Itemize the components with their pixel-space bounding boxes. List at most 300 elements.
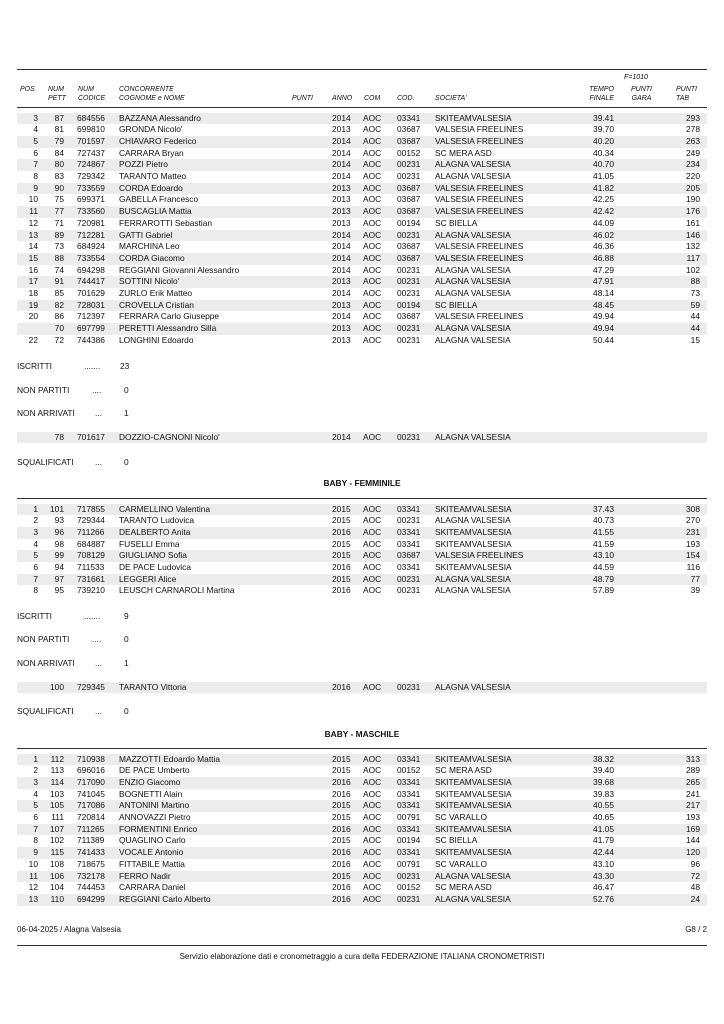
- committee: AOC: [363, 135, 382, 146]
- pos-cell: 2: [33, 515, 38, 526]
- athlete-name: ANNOVAZZI Pietro: [119, 812, 191, 822]
- club-name: VALSESIA FREELINES: [435, 194, 524, 205]
- bib-number: 87: [54, 112, 64, 123]
- birth-year: 2014: [332, 159, 351, 170]
- committee: AOC: [363, 334, 382, 345]
- table-points: 146: [686, 229, 700, 240]
- pos-cell: 3: [33, 112, 38, 123]
- club-name: ALAGNA VALSESIA: [435, 288, 511, 298]
- committee: AOC: [363, 753, 382, 764]
- club-name: SC MERA ASD: [435, 147, 492, 158]
- bib-number: 79: [54, 135, 64, 146]
- committee: AOC: [363, 893, 382, 904]
- table-row: [17, 504, 707, 516]
- club-name: VALSESIA FREELINES: [435, 252, 524, 263]
- birth-year: 2015: [332, 812, 351, 822]
- bib-number: 98: [54, 538, 64, 549]
- table-points: 48: [690, 882, 700, 893]
- club-code: 03341: [397, 776, 421, 787]
- athlete-name: REGGIANI Giovanni Alessandro: [119, 264, 240, 275]
- non-arrivati-count: 1: [124, 658, 129, 668]
- athlete-name: CARMELLINO Valentina: [119, 503, 211, 514]
- club-code: 00231: [397, 288, 421, 298]
- bib-number: 83: [54, 171, 64, 181]
- footer-rule: [17, 945, 707, 946]
- athlete-code: 684556: [77, 112, 105, 123]
- final-time: 39.40: [593, 765, 614, 776]
- athlete-name: GRONDA Nicolo': [119, 124, 183, 135]
- birth-year: 2015: [332, 573, 351, 584]
- pos-cell: 1: [33, 753, 38, 764]
- pos-cell: 2: [33, 765, 38, 776]
- committee: AOC: [363, 171, 382, 181]
- table-points: 73: [690, 288, 700, 298]
- committee: AOC: [363, 538, 382, 549]
- committee: AOC: [363, 788, 382, 799]
- table-points: 144: [686, 835, 700, 846]
- table-row: [17, 550, 707, 562]
- pos-cell: 11: [29, 870, 38, 881]
- club-code: 00231: [397, 585, 421, 596]
- final-time: 43.10: [593, 550, 614, 561]
- committee: AOC: [363, 276, 382, 287]
- club-name: ALAGNA VALSESIA: [435, 276, 511, 287]
- club-code: 00231: [397, 515, 421, 526]
- committee: AOC: [363, 159, 382, 170]
- club-code: 00231: [397, 334, 421, 345]
- club-code: 00231: [397, 870, 421, 881]
- table-points: 132: [686, 241, 700, 252]
- birth-year: 2013: [332, 323, 351, 334]
- non-arrivati-dots: ...: [95, 658, 102, 668]
- athlete-name: TARANTO Ludovica: [119, 515, 195, 526]
- club-code: 03687: [397, 311, 421, 322]
- table-points: 161: [686, 217, 700, 228]
- table-row: [17, 765, 707, 777]
- athlete-name: DOZZIO-CAGNONI Nicolo': [119, 431, 220, 442]
- table-row: [17, 789, 707, 801]
- squalificati-label: SQUALIFICATI: [17, 706, 74, 716]
- birth-year: 2014: [332, 229, 351, 240]
- iscritti-label: ISCRITTI: [17, 611, 52, 621]
- table-row: [17, 218, 707, 230]
- bib-number: 94: [54, 562, 64, 572]
- bib-number: 107: [50, 823, 64, 834]
- club-code: 00231: [397, 681, 421, 692]
- bib-number: 70: [54, 323, 64, 334]
- athlete-code: 711266: [77, 526, 105, 537]
- birth-year: 2016: [332, 788, 351, 799]
- club-code: 03341: [397, 503, 421, 514]
- bib-number: 84: [54, 147, 64, 158]
- athlete-code: 717090: [77, 776, 105, 787]
- committee: AOC: [363, 124, 382, 135]
- athlete-name: GABELLA Francesco: [119, 194, 199, 205]
- club-code: 00194: [397, 835, 421, 846]
- non-partiti-count: 0: [124, 385, 129, 395]
- pos-cell: 8: [33, 171, 38, 181]
- committee: AOC: [363, 112, 382, 123]
- bib-number: 115: [50, 847, 64, 858]
- club-code: 00152: [397, 882, 421, 893]
- birth-year: 2016: [332, 681, 351, 692]
- athlete-code: 697799: [77, 323, 105, 334]
- birth-year: 2015: [332, 538, 351, 549]
- pos-cell: 11: [29, 206, 38, 217]
- squalificati-count: 0: [124, 457, 129, 467]
- pos-cell: 5: [33, 550, 38, 561]
- pos-cell: 22: [28, 334, 38, 345]
- club-name: ALAGNA VALSESIA: [435, 334, 511, 345]
- athlete-code: 741045: [77, 788, 105, 799]
- non-arrivati-count: 1: [124, 408, 129, 418]
- bib-number: 103: [50, 788, 64, 799]
- athlete-code: 744417: [77, 276, 105, 287]
- birth-year: 2016: [332, 562, 351, 572]
- final-time: 42.25: [593, 194, 614, 205]
- athlete-code: 720814: [77, 812, 105, 822]
- table-points: 116: [686, 562, 700, 572]
- table-points: 313: [686, 753, 700, 764]
- final-time: 39.83: [593, 788, 614, 799]
- athlete-name: CORDA Giacomo: [119, 252, 185, 263]
- pos-cell: 14: [28, 241, 38, 252]
- table-points: 278: [686, 124, 700, 135]
- club-name: SKITEAMVALSESIA: [435, 503, 512, 514]
- table-points: 154: [686, 550, 700, 561]
- athlete-code: 733554: [77, 252, 105, 263]
- final-time: 41.05: [593, 171, 614, 181]
- athlete-name: CROVELLA Cristian: [119, 299, 194, 310]
- birth-year: 2015: [332, 515, 351, 526]
- header-concorrente: CONCORRENTE COGNOME e NOME: [119, 86, 185, 102]
- birth-year: 2014: [332, 112, 351, 123]
- bib-number: 90: [54, 182, 64, 193]
- table-row: [17, 682, 707, 694]
- committee: AOC: [363, 562, 382, 572]
- final-time: 48.14: [593, 288, 614, 298]
- athlete-name: CHIAVARO Federico: [119, 135, 197, 146]
- header-punti-gara: PUNTI GARA: [631, 86, 652, 102]
- table-points: 190: [686, 194, 700, 205]
- athlete-code: 724867: [77, 159, 105, 170]
- pos-cell: 17: [28, 276, 38, 287]
- club-name: SC BIELLA: [435, 835, 478, 846]
- final-time: 40.73: [593, 515, 614, 526]
- athlete-name: FERRAROTTI Sebastian: [119, 217, 213, 228]
- athlete-name: TARANTO Vittoria: [119, 681, 187, 692]
- iscritti-count: 9: [124, 611, 129, 621]
- pos-cell: 7: [33, 823, 38, 834]
- athlete-name: POZZI Pietro: [119, 159, 168, 170]
- pos-cell: 7: [33, 159, 38, 170]
- committee: AOC: [363, 431, 382, 442]
- table-points: 117: [686, 252, 700, 263]
- bib-number: 78: [54, 431, 64, 442]
- athlete-name: CARRARA Daniel: [119, 882, 186, 893]
- committee: AOC: [363, 515, 382, 526]
- club-code: 03341: [397, 753, 421, 764]
- table-row: [17, 824, 707, 836]
- club-name: SKITEAMVALSESIA: [435, 776, 512, 787]
- pos-cell: 8: [33, 835, 38, 846]
- table-row: [17, 871, 707, 883]
- birth-year: 2013: [332, 276, 351, 287]
- committee: AOC: [363, 800, 382, 811]
- final-time: 41.79: [593, 835, 614, 846]
- committee: AOC: [363, 229, 382, 240]
- pos-cell: 6: [33, 562, 38, 572]
- final-time: 46.47: [593, 882, 614, 893]
- non-arrivati-label: NON ARRIVATI: [17, 658, 75, 668]
- header-tempo: TEMPO FINALE: [589, 86, 614, 102]
- bib-number: 105: [50, 800, 64, 811]
- athlete-code: 712281: [77, 229, 105, 240]
- committee: AOC: [363, 882, 382, 893]
- iscritti-label: ISCRITTI: [17, 361, 52, 371]
- pos-cell: 3: [33, 776, 38, 787]
- athlete-code: 733559: [77, 182, 105, 193]
- club-code: 00152: [397, 765, 421, 776]
- pos-cell: 5: [33, 135, 38, 146]
- table-row: [17, 288, 707, 300]
- committee: AOC: [363, 217, 382, 228]
- bib-number: 93: [54, 515, 64, 526]
- pos-cell: 6: [33, 147, 38, 158]
- header-com: COM: [364, 95, 381, 102]
- bib-number: 100: [50, 681, 64, 692]
- athlete-name: TARANTO Matteo: [119, 171, 187, 181]
- club-code: 03341: [397, 538, 421, 549]
- club-name: SKITEAMVALSESIA: [435, 112, 512, 123]
- final-time: 44.09: [593, 217, 614, 228]
- club-code: 00194: [397, 217, 421, 228]
- bib-number: 71: [54, 217, 64, 228]
- pos-cell: 5: [33, 800, 38, 811]
- final-time: 38.32: [593, 753, 614, 764]
- header-num-pett: NUM PETT: [48, 86, 66, 102]
- pos-cell: 13: [28, 893, 38, 904]
- bib-number: 106: [50, 870, 64, 881]
- athlete-name: GATTI Gabriel: [119, 229, 173, 240]
- club-code: 03341: [397, 823, 421, 834]
- pos-cell: 6: [33, 812, 38, 822]
- bib-number: 91: [54, 276, 64, 287]
- final-time: 49.94: [593, 323, 614, 334]
- athlete-code: 744386: [77, 334, 105, 345]
- birth-year: 2013: [332, 299, 351, 310]
- committee: AOC: [363, 147, 382, 158]
- final-time: 44.59: [593, 562, 614, 572]
- table-row: [17, 894, 707, 906]
- club-name: VALSESIA FREELINES: [435, 241, 524, 252]
- bib-number: 81: [54, 124, 64, 135]
- athlete-code: 731661: [77, 573, 105, 584]
- table-points: 176: [686, 206, 700, 217]
- table-row: [17, 113, 707, 125]
- birth-year: 2014: [332, 431, 351, 442]
- club-name: VALSESIA FREELINES: [435, 124, 524, 135]
- birth-year: 2015: [332, 503, 351, 514]
- athlete-code: 728031: [77, 299, 105, 310]
- squalificati-label: SQUALIFICATI: [17, 457, 74, 467]
- athlete-code: 694299: [77, 893, 105, 904]
- club-code: 00231: [397, 276, 421, 287]
- club-code: 03687: [397, 241, 421, 252]
- birth-year: 2014: [332, 288, 351, 298]
- final-time: 43.10: [593, 858, 614, 869]
- header-punti-tab: PUNTI TAB: [676, 86, 697, 102]
- bib-number: 113: [50, 765, 64, 776]
- club-code: 03341: [397, 847, 421, 858]
- athlete-name: VOCALE Antonio: [119, 847, 184, 858]
- committee: AOC: [363, 823, 382, 834]
- pos-cell: 9: [33, 182, 38, 193]
- table-points: 263: [686, 135, 700, 146]
- final-time: 46.02: [593, 229, 614, 240]
- club-name: ALAGNA VALSESIA: [435, 681, 511, 692]
- birth-year: 2014: [332, 241, 351, 252]
- club-name: ALAGNA VALSESIA: [435, 431, 511, 442]
- header-anno: ANNO: [332, 95, 353, 102]
- table-row: [17, 159, 707, 171]
- pos-cell: 19: [28, 299, 38, 310]
- final-time: 41.82: [593, 182, 614, 193]
- final-time: 40.55: [593, 800, 614, 811]
- club-name: ALAGNA VALSESIA: [435, 159, 511, 170]
- club-code: 03341: [397, 526, 421, 537]
- table-points: 217: [686, 800, 700, 811]
- table-row: [17, 515, 707, 527]
- table-points: 59: [690, 299, 700, 310]
- final-time: 41.05: [593, 823, 614, 834]
- committee: AOC: [363, 526, 382, 537]
- bib-number: 97: [54, 573, 64, 584]
- table-points: 205: [686, 182, 700, 193]
- athlete-code: 727437: [77, 147, 105, 158]
- club-name: SKITEAMVALSESIA: [435, 753, 512, 764]
- birth-year: 2016: [332, 882, 351, 893]
- athlete-code: 699371: [77, 194, 105, 205]
- athlete-name: FERRARA Carlo Giuseppe: [119, 311, 220, 322]
- final-time: 47.29: [593, 264, 614, 275]
- non-partiti-label: NON PARTITI: [17, 634, 70, 644]
- club-name: SKITEAMVALSESIA: [435, 823, 512, 834]
- club-code: 03341: [397, 112, 421, 123]
- athlete-name: MAZZOTTI Edoardo Mattia: [119, 753, 220, 764]
- table-points: 249: [686, 147, 700, 158]
- iscritti-dots: .......: [84, 361, 101, 371]
- athlete-code: 696016: [77, 765, 105, 776]
- athlete-name: FUSELLI Emma: [119, 538, 180, 549]
- committee: AOC: [363, 776, 382, 787]
- table-row: [17, 276, 707, 288]
- club-code: 03341: [397, 788, 421, 799]
- iscritti-dots: .......: [84, 611, 101, 621]
- section2-rule: [17, 498, 707, 499]
- footer-page-number: G8 / 2: [685, 925, 707, 934]
- committee: AOC: [363, 206, 382, 217]
- athlete-code: 711265: [77, 823, 105, 834]
- table-row: [17, 847, 707, 859]
- club-code: 00231: [397, 893, 421, 904]
- club-name: SC BIELLA: [435, 217, 478, 228]
- club-name: SC VARALLO: [435, 812, 487, 822]
- birth-year: 2013: [332, 194, 351, 205]
- club-code: 03687: [397, 194, 421, 205]
- athlete-name: FERRO Nadir: [119, 870, 171, 881]
- athlete-code: 701597: [77, 135, 105, 146]
- club-code: 03687: [397, 182, 421, 193]
- athlete-name: MARCHINA Leo: [119, 241, 180, 252]
- athlete-code: 720981: [77, 217, 105, 228]
- birth-year: 2014: [332, 311, 351, 322]
- pos-cell: 4: [33, 124, 38, 135]
- bib-number: 110: [50, 893, 64, 904]
- table-row: [17, 574, 707, 586]
- bib-number: 112: [50, 753, 64, 764]
- table-row: [17, 835, 707, 847]
- bib-number: 108: [50, 858, 64, 869]
- squalificati-dots: ...: [95, 457, 102, 467]
- athlete-code: 718675: [77, 858, 105, 869]
- committee: AOC: [363, 573, 382, 584]
- final-time: 57.89: [593, 585, 614, 596]
- final-time: 40.70: [593, 159, 614, 170]
- pos-cell: 18: [28, 288, 38, 298]
- table-row: [17, 812, 707, 824]
- club-name: SC MERA ASD: [435, 882, 492, 893]
- athlete-name: FORMENTINI Enrico: [119, 823, 198, 834]
- club-name: VALSESIA FREELINES: [435, 135, 524, 146]
- section-title-baby-femminile: BABY - FEMMINILE: [323, 478, 401, 488]
- club-code: 00231: [397, 431, 421, 442]
- club-name: SC BIELLA: [435, 299, 478, 310]
- athlete-name: LEGGERI Alice: [119, 573, 177, 584]
- header-num-codice: NUM CODICE: [78, 86, 106, 102]
- table-points: 77: [690, 573, 700, 584]
- athlete-code: 711533: [77, 562, 105, 572]
- birth-year: 2015: [332, 753, 351, 764]
- athlete-name: DE PACE Ludovica: [119, 562, 191, 572]
- athlete-code: 684924: [77, 241, 105, 252]
- committee: AOC: [363, 765, 382, 776]
- birth-year: 2014: [332, 135, 351, 146]
- pos-cell: 7: [33, 573, 38, 584]
- table-points: 231: [686, 526, 700, 537]
- bib-number: 88: [54, 252, 64, 263]
- table-row: [17, 539, 707, 551]
- top-rule: [17, 69, 707, 70]
- final-time: 43.30: [593, 870, 614, 881]
- final-time: 48.45: [593, 299, 614, 310]
- athlete-name: BAZZANA Alessandro: [119, 112, 201, 123]
- athlete-code: 701617: [77, 431, 105, 442]
- table-row: [17, 183, 707, 195]
- table-row: [17, 335, 707, 347]
- final-time: 52.76: [593, 893, 614, 904]
- table-row: [17, 859, 707, 871]
- committee: AOC: [363, 812, 382, 822]
- athlete-name: REGGIANI Carlo Alberto: [119, 893, 211, 904]
- bib-number: 99: [54, 550, 64, 561]
- pos-cell: 8: [33, 585, 38, 596]
- athlete-name: CORDA Edoardo: [119, 182, 183, 193]
- club-code: 03687: [397, 550, 421, 561]
- club-code: 00194: [397, 299, 421, 310]
- athlete-code: 744453: [77, 882, 105, 893]
- bib-number: 80: [54, 159, 64, 170]
